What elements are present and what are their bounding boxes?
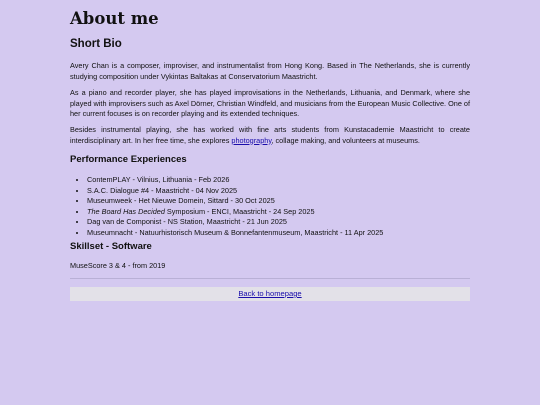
back-to-homepage-link[interactable]: Back to homepage [238,289,302,298]
list-item: • Museumweek - Het Nieuwe Domein, Sittard - 30 Oct 2025 [87,196,470,207]
bio-paragraph-2: As a piano and recorder player, she has played improvisations in the Netherlands, Lithuania, and Denmark, where she played with improvisers such as Axel Dörner, Christian Windfeld, and musicians from the European Music Collective. One of her current focuses is on recorder playing and its extended techniques. [70,88,470,119]
performance-heading: Performance Experiences [70,154,187,165]
list-item: • ContemPLAY - Vilnius, Lithuania - Feb 2026 [87,175,470,186]
performance-list [70,175,470,239]
list-item: • Museumnacht - Natuurhistorisch Museum & Bonnefantenmuseum, Maastricht - 11 Apr 2025 [87,228,470,239]
list-item: • Dag van de Componist - NS Station, Maastricht - 21 Jun 2025 [87,217,470,228]
bio-paragraph-3 [70,125,470,146]
skillset-heading: Skillset - Software [70,241,152,252]
skillset-text: MuseScore 3 & 4 - from 2019 [70,261,166,270]
back-bar [70,287,470,301]
divider [70,278,470,279]
event-details: Symposium - ENCI, Maastricht - 24 Sep 2025 [164,206,315,216]
bio-paragraph-3-text-end: , collage making, and volunteers at museums. [271,135,420,145]
short-bio-heading: Short Bio [70,38,122,50]
event-title: The Board Has Decided [87,206,165,216]
photography-link[interactable]: photography [231,135,272,145]
bio-paragraph-1: Avery Chan is a composer, improviser, and instrumentalist from Hong Kong. Based in The Netherlands, she is currently studying composition under Vykintas Baltakas at Conservatorium Maastricht. [70,61,470,81]
bio-paragraph-3-text: Besides instrumental playing, she has worked with fine arts students from Kunstacademie Maastricht to create interdisciplinary art. In her free time, she explores [70,125,470,145]
page-title: About me [70,9,159,28]
list-item: • S.A.C. Dialogue #4 - Maastricht - 04 Nov 2025 [87,186,470,197]
list-item [87,207,470,218]
